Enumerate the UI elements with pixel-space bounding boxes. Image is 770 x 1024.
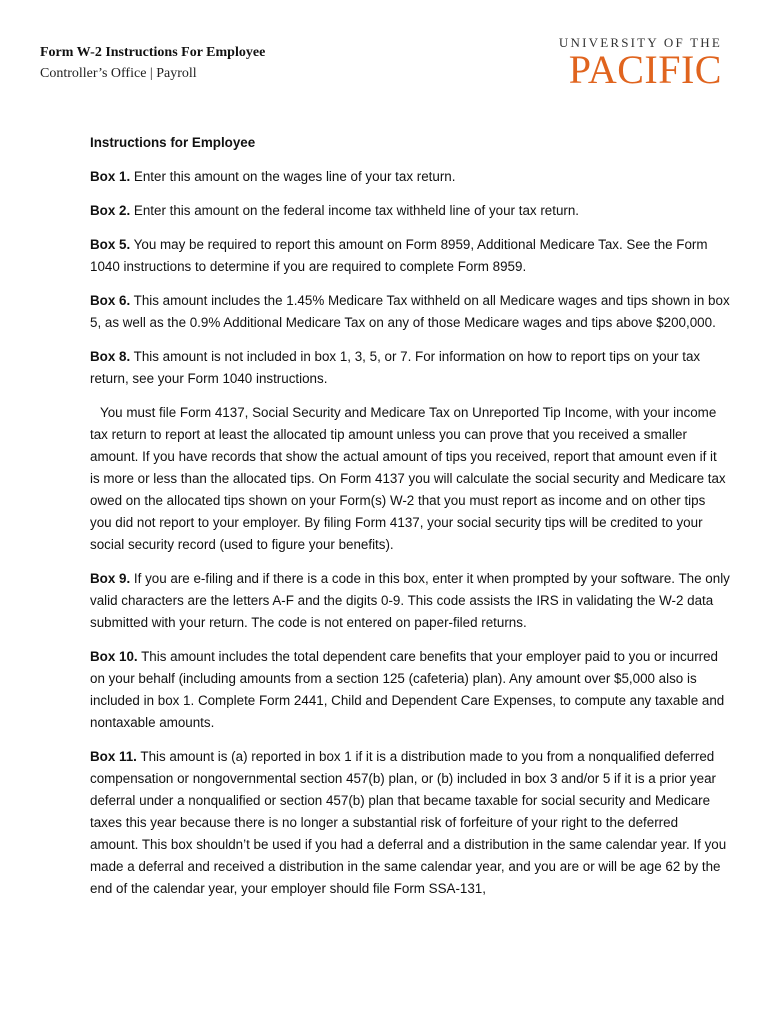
box-5-paragraph: [90, 234, 730, 278]
box-2-paragraph: [90, 200, 730, 222]
box-text: This amount is not included in box 1, 3, 5, or 7. For information on how to report tips on your tax return, see your Form 1040 instructions.: [90, 349, 701, 386]
section-heading: Instructions for Employee: [90, 135, 256, 150]
box-label: Box 11.: [90, 749, 137, 764]
box-10-paragraph: [90, 646, 730, 734]
box-text: If you are e-filing and if there is a code in this box, enter it when prompted by your software. The only valid characters are the letters A-F and the digits 0-9. This code assists the IRS in validating the W-2 data submitted with your return. The code is not entered on paper-filed returns.: [90, 571, 730, 630]
logo-line-main: PACIFIC: [568, 47, 722, 92]
box-label: Box 8.: [90, 349, 131, 364]
tip-income-paragraph: [90, 402, 730, 556]
document-title: Form W-2 Instructions For Employee: [40, 45, 266, 60]
department-subtitle: Controller’s Office | Payroll: [40, 66, 197, 81]
university-logo: [522, 36, 722, 92]
box-label: Box 5.: [90, 237, 131, 252]
box-11-paragraph: [90, 746, 730, 900]
box-text: This amount includes the 1.45% Medicare Tax withheld on all Medicare wages and tips shown in box 5, as well as the 0.9% Additional Medicare Tax on any of those Medicare wages and tips above $200,000.: [90, 293, 730, 330]
box-text: This amount includes the total dependent care benefits that your employer paid to you or incurred on your behalf (including amounts from a section 125 (cafeteria) plan). Any amount over $5,000 also is included in box 1. Complete Form 2441, Child and Dependent Care Expenses, to compute any taxable and nontaxable amounts.: [90, 649, 725, 730]
box-label: Box 1.: [90, 169, 131, 184]
logo-line-top: UNIVERSITY OF THE: [558, 35, 722, 50]
box-label: Box 6.: [90, 293, 131, 308]
box-9-paragraph: [90, 568, 730, 634]
instructions-body: [90, 132, 730, 912]
box-text: You may be required to report this amount on Form 8959, Additional Medicare Tax. See the Form 1040 instructions to determine if you are required to complete Form 8959.: [90, 237, 708, 274]
box-label: Box 2.: [90, 203, 131, 218]
box-text: Enter this amount on the wages line of your tax return.: [130, 169, 456, 184]
box-text: This amount is (a) reported in box 1 if it is a distribution made to you from a nonqualified deferred compensation or nongovernmental section 457(b) plan, or (b) included in box 3 and/or 5 if it is a prior year deferral under a nonqualified or section 457(b) plan that became taxable for social security and Medicare taxes this year because there is no longer a substantial risk of forfeiture of your right to the deferred amount. This box shouldn’t be used if you had a deferral and a distribution in the same calendar year. If you made a deferral and received a distribution in the same calendar year, and you are or will be age 62 by the end of the calendar year, your employer should file Form SSA-131,: [90, 749, 727, 896]
box-label: Box 9.: [90, 571, 131, 586]
box-text: Enter this amount on the federal income tax withheld line of your tax return.: [130, 203, 580, 218]
box-text: You must file Form 4137, Social Security and Medicare Tax on Unreported Tip Income, with your income tax return to report at least the allocated tip amount unless you can prove that you received a smaller amount. If you have records that show the actual amount of tips you received, report that amount even if it is more or less than the allocated tips. On Form 4137 you will calculate the social security and Medicare tax owed on the allocated tips shown on your Form(s) W-2 that you must report as income and on other tips you did not report to your employer. By filing Form 4137, your social security tips will be credited to your social security record (used to figure your benefits).: [90, 405, 726, 552]
box-1-paragraph: [90, 166, 730, 188]
box-6-paragraph: [90, 290, 730, 334]
page-header: [0, 0, 770, 100]
box-label: Box 10.: [90, 649, 138, 664]
box-8-paragraph: [90, 346, 730, 390]
